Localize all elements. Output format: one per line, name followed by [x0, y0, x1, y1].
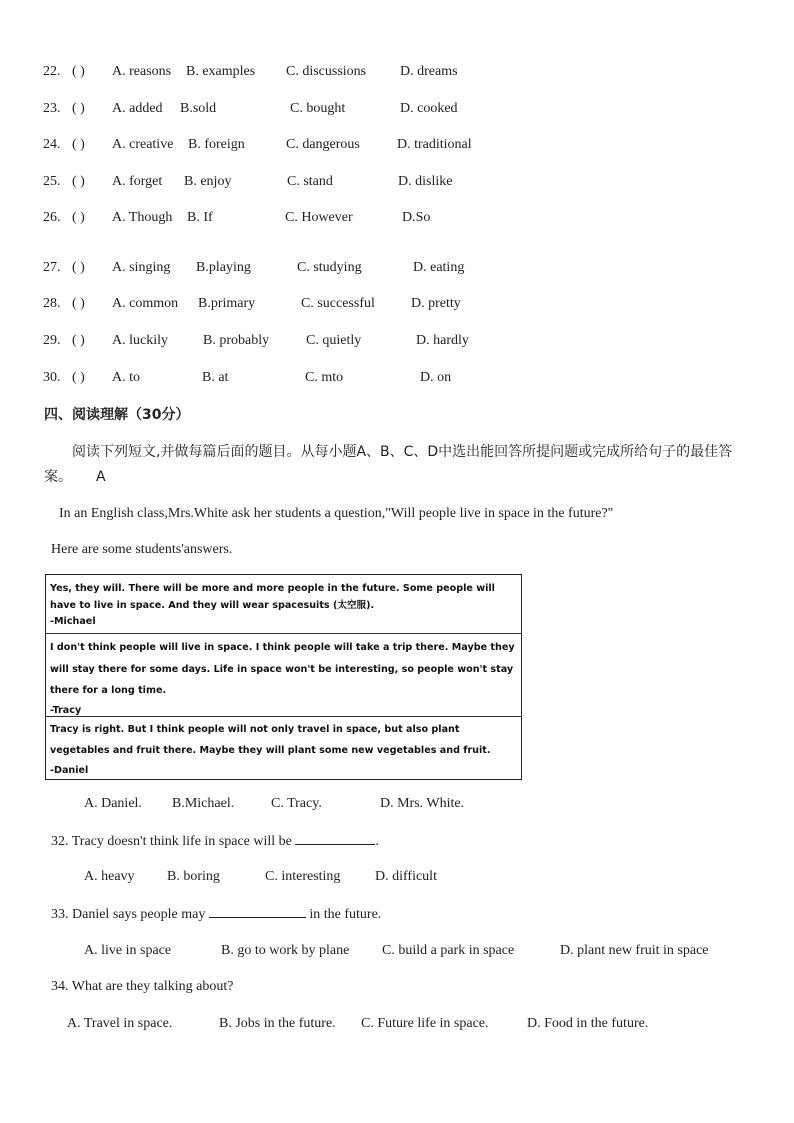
question-number: 22. — [43, 64, 61, 79]
answer-author: -Michael — [50, 616, 96, 627]
question-number: 29. — [43, 333, 61, 348]
option-c: C. build a park in space — [382, 943, 515, 958]
option-a: A. to — [112, 370, 140, 385]
answer-parentheses[interactable]: ( ) — [72, 260, 85, 275]
option-d: D. dreams — [400, 64, 458, 79]
option-d: D. on — [420, 370, 452, 385]
option-d: D. cooked — [400, 101, 458, 116]
passage-intro: In an English class,Mrs.White ask her students a question,"Will people live in space in the future?" — [59, 506, 614, 521]
answer-parentheses[interactable]: ( ) — [72, 296, 85, 311]
section-title: 四、阅读理解（30分） — [44, 407, 190, 423]
option-b: B.Michael. — [172, 796, 235, 811]
question-stem: 32. Tracy doesn't think life in space will be — [51, 834, 292, 849]
section-instruction — [44, 440, 756, 490]
option-b: B. If — [187, 210, 213, 225]
option-c: C. successful — [301, 296, 375, 311]
option-b: B. foreign — [188, 137, 245, 152]
answer-parentheses[interactable]: ( ) — [72, 370, 85, 385]
answer-text: Yes, they will. There will be more and more people in the future. Some people will have to live in space. And they will wear spacesuits (太空服). — [50, 583, 495, 611]
answer-parentheses[interactable]: ( ) — [72, 137, 85, 152]
answer-parentheses[interactable]: ( ) — [72, 333, 85, 348]
option-a: A. added — [112, 101, 163, 116]
option-a: A. Though — [112, 210, 173, 225]
answer-michael — [46, 578, 521, 632]
option-d: D. hardly — [416, 333, 469, 348]
option-c: C. dangerous — [286, 137, 360, 152]
option-a: A. heavy — [84, 869, 135, 884]
answer-parentheses[interactable]: ( ) — [72, 101, 85, 116]
option-d: D. eating — [413, 260, 465, 275]
option-c: C. bought — [290, 101, 346, 116]
question-stem: 34. What are they talking about? — [51, 979, 234, 994]
option-c: C. Tracy. — [271, 796, 322, 811]
option-c: C. stand — [287, 174, 333, 189]
passage-lead: Here are some students'answers. — [51, 542, 233, 557]
answer-daniel — [46, 716, 521, 779]
option-d: D. traditional — [397, 137, 472, 152]
answer-tracy — [46, 633, 521, 717]
answer-text: I don't think people will live in space. I think people will take a trip there. Maybe they will stay there for some days. Life in space won't be interesting, so people won't stay there for a long time. — [50, 642, 515, 696]
option-b: B. boring — [167, 869, 220, 884]
reading-question-33-stem — [51, 905, 381, 924]
reading-question-32-stem — [51, 832, 379, 851]
option-d: D. Food in the future. — [527, 1016, 649, 1031]
option-b: B. enjoy — [184, 174, 232, 189]
option-b: B. Jobs in the future. — [219, 1016, 336, 1031]
option-a: A. singing — [112, 260, 171, 275]
option-d: D. Mrs. White. — [380, 796, 465, 811]
instruction-text: 阅读下列短文,并做每篇后面的题目。从每小题A、B、C、D中选出能回答所提问题或完成所给句子的最佳答案。 — [44, 444, 733, 485]
question-number: 25. — [43, 174, 61, 189]
option-b: B.sold — [180, 101, 217, 116]
question-number: 24. — [43, 137, 61, 152]
option-d: D.So — [402, 210, 431, 225]
option-c: C. mto — [305, 370, 344, 385]
option-d: D. plant new fruit in space — [560, 943, 709, 958]
option-b: B.primary — [198, 296, 256, 311]
option-b: B. probably — [203, 333, 270, 348]
option-b: B. at — [202, 370, 229, 385]
passage-label: A — [96, 469, 106, 485]
question-number: 23. — [43, 101, 61, 116]
option-c: C. However — [285, 210, 353, 225]
answer-blank[interactable] — [295, 832, 375, 845]
option-d: D. dislike — [398, 174, 453, 189]
option-a: A. reasons — [112, 64, 172, 79]
question-number: 27. — [43, 260, 61, 275]
option-c: C. studying — [297, 260, 362, 275]
answer-parentheses[interactable]: ( ) — [72, 174, 85, 189]
option-a: A. Daniel. — [84, 796, 142, 811]
option-c: C. discussions — [286, 64, 367, 79]
question-stem-end: in the future. — [309, 907, 382, 922]
option-a: A. live in space — [84, 943, 172, 958]
question-number: 26. — [43, 210, 61, 225]
answer-author: -Tracy — [50, 704, 82, 716]
option-d: D. pretty — [411, 296, 461, 311]
option-a: A. Travel in space. — [67, 1016, 173, 1031]
option-a: A. forget — [112, 174, 163, 189]
reading-question-34-stem — [51, 978, 233, 996]
question-number: 30. — [43, 370, 61, 385]
answer-text: Tracy is right. But I think people will not only travel in space, but also plant vegetables and fruit there. Maybe they will plant some new vegetables and fruit. — [50, 724, 491, 756]
answer-author: -Daniel — [50, 765, 89, 776]
option-b: B. go to work by plane — [221, 943, 350, 958]
question-stem: 33. Daniel says people may — [51, 907, 206, 922]
option-c: C. interesting — [265, 869, 341, 884]
answer-parentheses[interactable]: ( ) — [72, 210, 85, 225]
question-stem-end: . — [375, 834, 379, 849]
answer-blank[interactable] — [209, 905, 306, 918]
question-number: 28. — [43, 296, 61, 311]
student-answers-box — [45, 574, 522, 780]
option-a: A. common — [112, 296, 179, 311]
option-c: C. quietly — [306, 333, 362, 348]
option-a: A. creative — [112, 137, 174, 152]
option-b: B. examples — [186, 64, 256, 79]
option-a: A. luckily — [112, 333, 168, 348]
option-b: B.playing — [196, 260, 251, 275]
option-c: C. Future life in space. — [361, 1016, 489, 1031]
answer-parentheses[interactable]: ( ) — [72, 64, 85, 79]
option-d: D. difficult — [375, 869, 437, 884]
